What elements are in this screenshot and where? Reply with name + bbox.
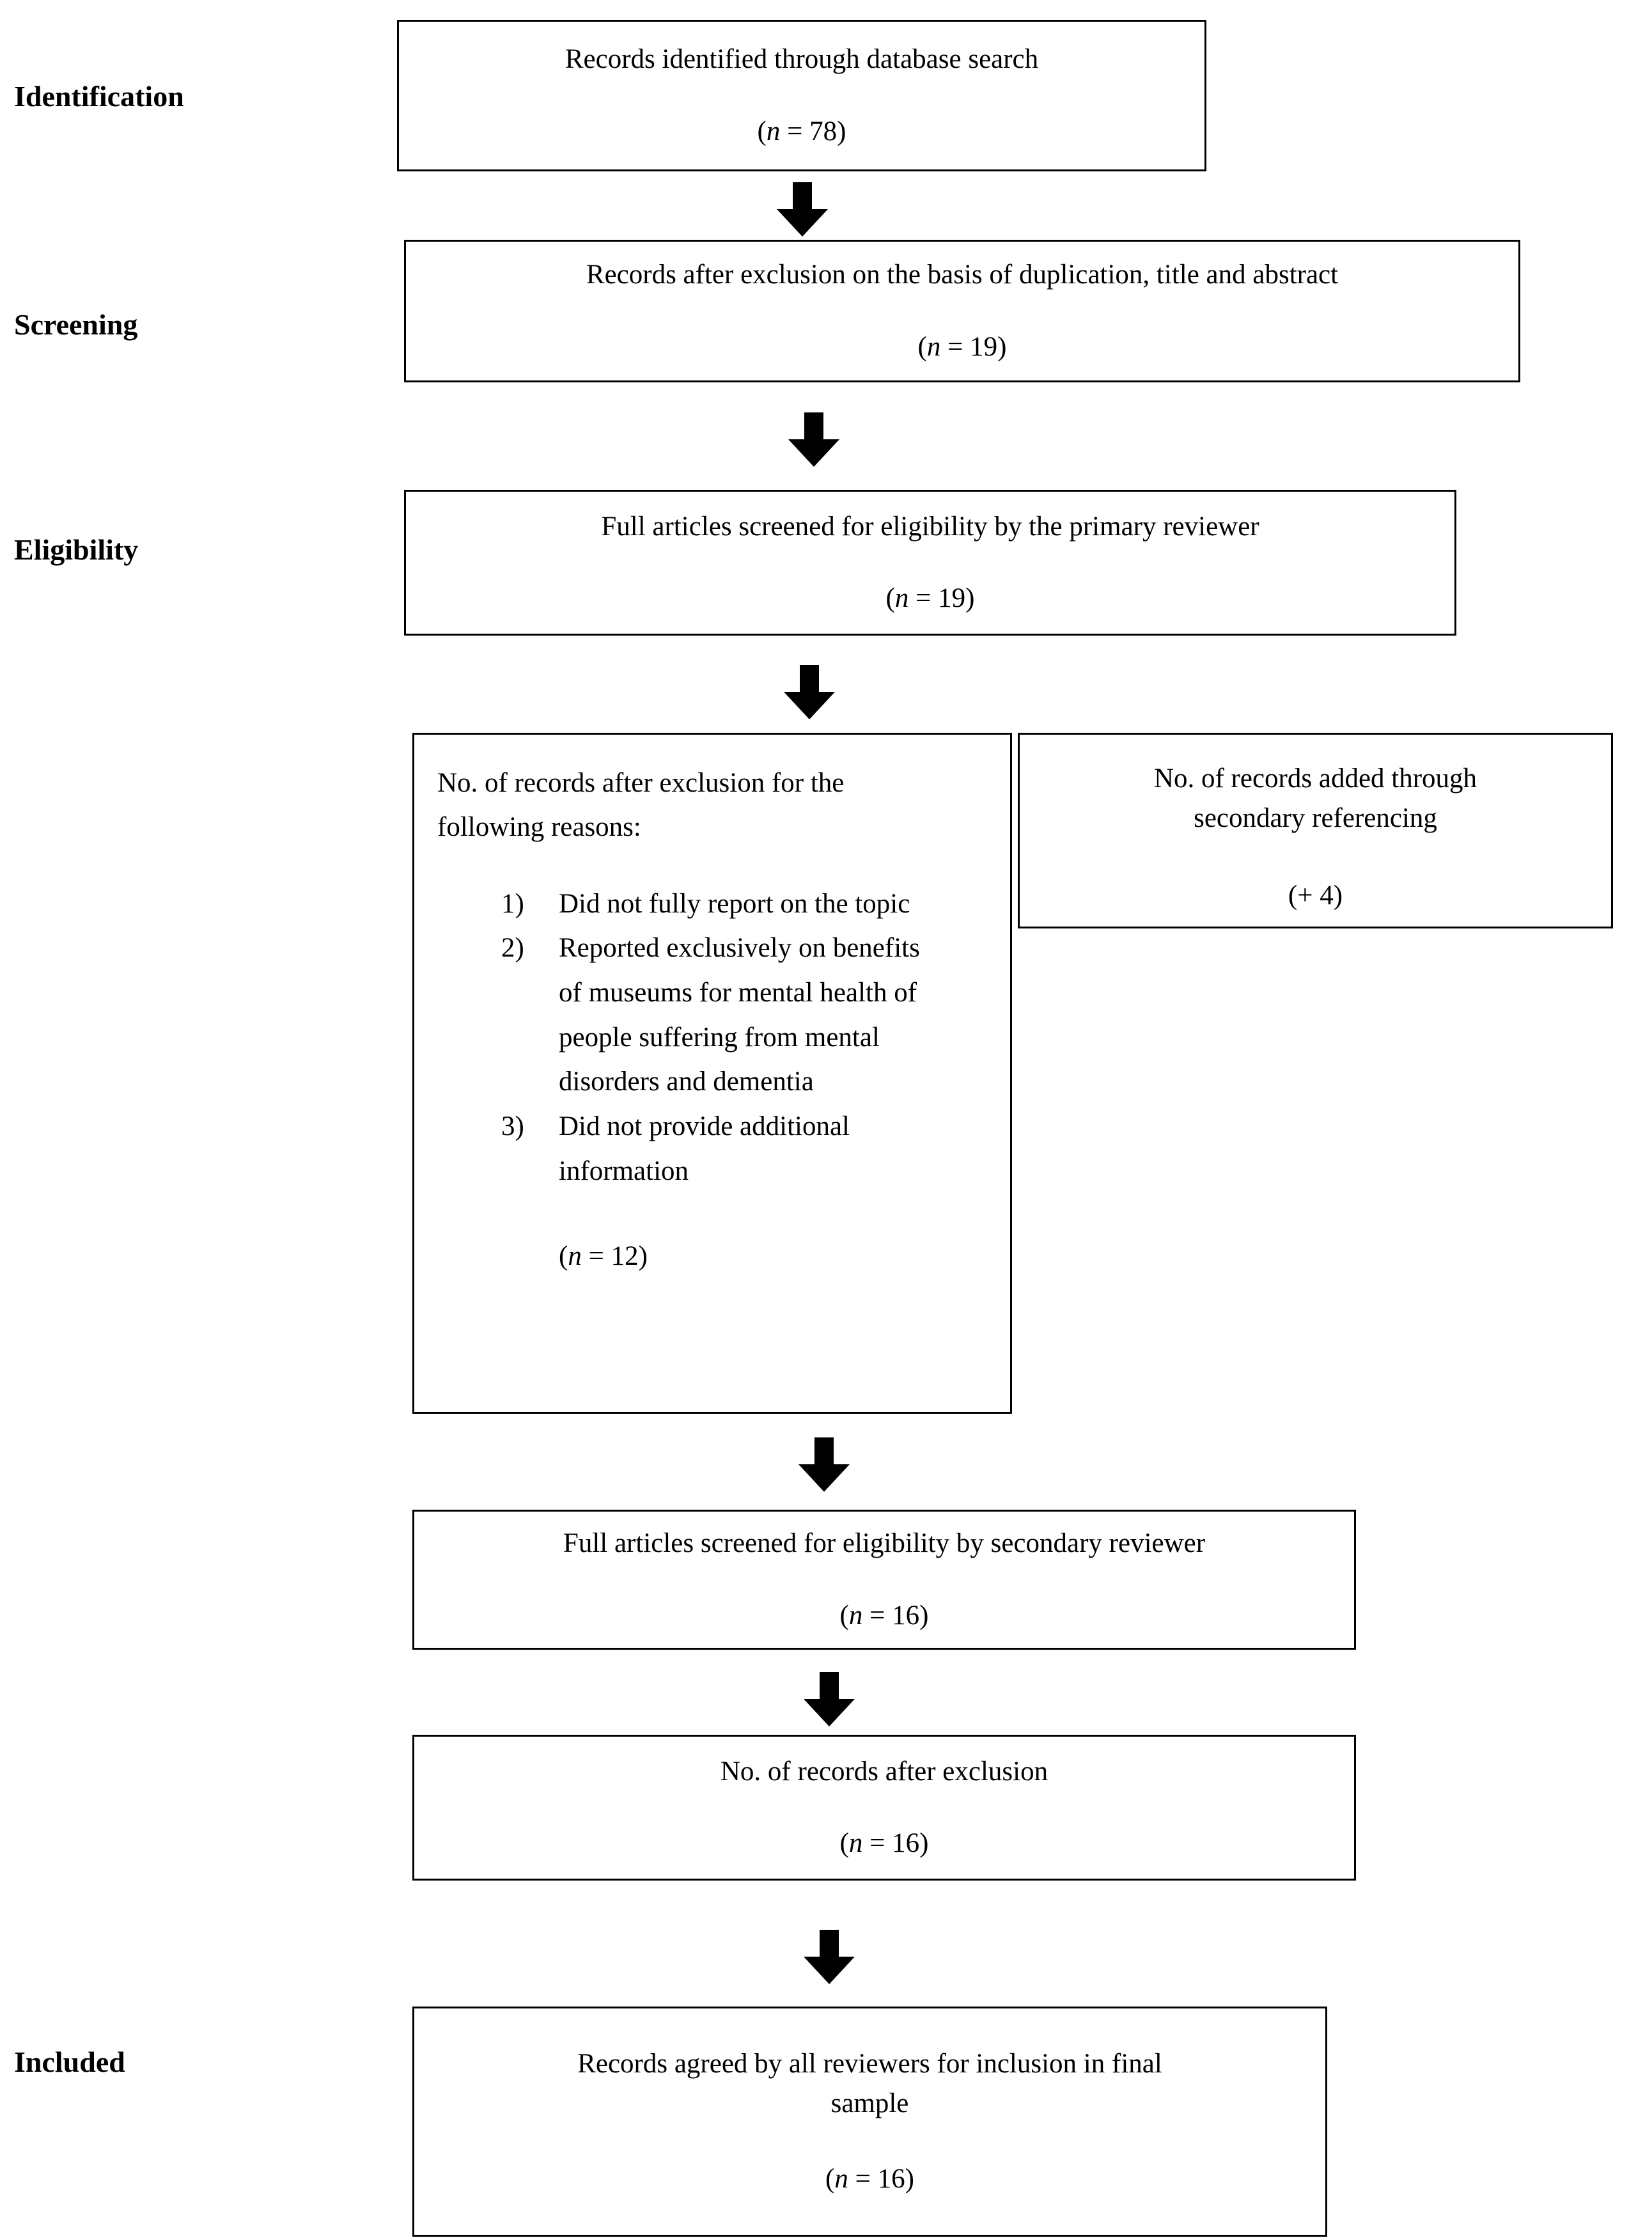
stage-label-eligibility: Eligibility [14,533,139,566]
box-primary-reviewer-screening [404,490,1456,636]
list-item-text: Did not provide additional information [559,1111,850,1186]
box-text: Records agreed by all reviewers for inclusion in final sample [577,2048,1162,2119]
box-count: (n = 19) [917,331,1007,362]
list-item [501,926,975,1104]
down-arrow-icon [788,412,839,467]
box-records-identified [397,20,1206,171]
box-count: (n = 16) [825,2163,914,2194]
box-records-after-duplication-exclusion [404,240,1520,382]
box-text: Records identified through database search [565,44,1039,75]
down-arrow-icon [784,665,835,719]
box-count: (n = 12) [559,1241,648,1272]
box-exclusion-reasons [412,733,1012,1414]
down-arrow-icon [804,1672,855,1726]
down-arrow-icon [799,1437,850,1492]
list-item [501,882,975,927]
list-item [501,1104,975,1193]
box-count: (n = 16) [839,1828,929,1858]
list-item-text: Reported exclusively on benefits of museums for mental health of people suffering from mental disorders and dementia [559,933,920,1097]
box-text: Full articles screened for eligibility by the primary reviewer [601,511,1259,542]
box-secondary-referencing [1018,733,1613,928]
box-records-after-exclusion [412,1735,1356,1881]
list-item-marker: 2) [501,933,524,964]
box-text: No. of records after exclusion [720,1756,1048,1787]
list-item-text: Did not fully report on the topic [559,888,910,919]
down-arrow-icon [777,182,828,237]
stage-label-included: Included [14,2046,125,2078]
stage-label-screening: Screening [14,308,138,341]
stage-label-identification: Identification [14,80,184,113]
list-item-marker: 3) [501,1111,524,1141]
box-count: (n = 78) [757,116,846,146]
box-count: (+ 4) [1288,880,1343,911]
box-count: (n = 19) [885,583,975,613]
box-text: Records after exclusion on the basis of duplication, title and abstract [586,260,1339,290]
list-item-marker: 1) [501,888,524,919]
box-text: No. of records added through secondary referencing [1153,763,1477,834]
box-secondary-reviewer-screening [412,1510,1356,1650]
exclusion-reasons-list [501,882,975,1194]
box-final-included [412,2007,1327,2237]
down-arrow-icon [804,1930,855,1984]
box-text: Full articles screened for eligibility by secondary reviewer [563,1528,1206,1559]
box-count: (n = 16) [839,1600,929,1631]
box-text: No. of records after exclusion for the following reasons: [437,768,845,842]
